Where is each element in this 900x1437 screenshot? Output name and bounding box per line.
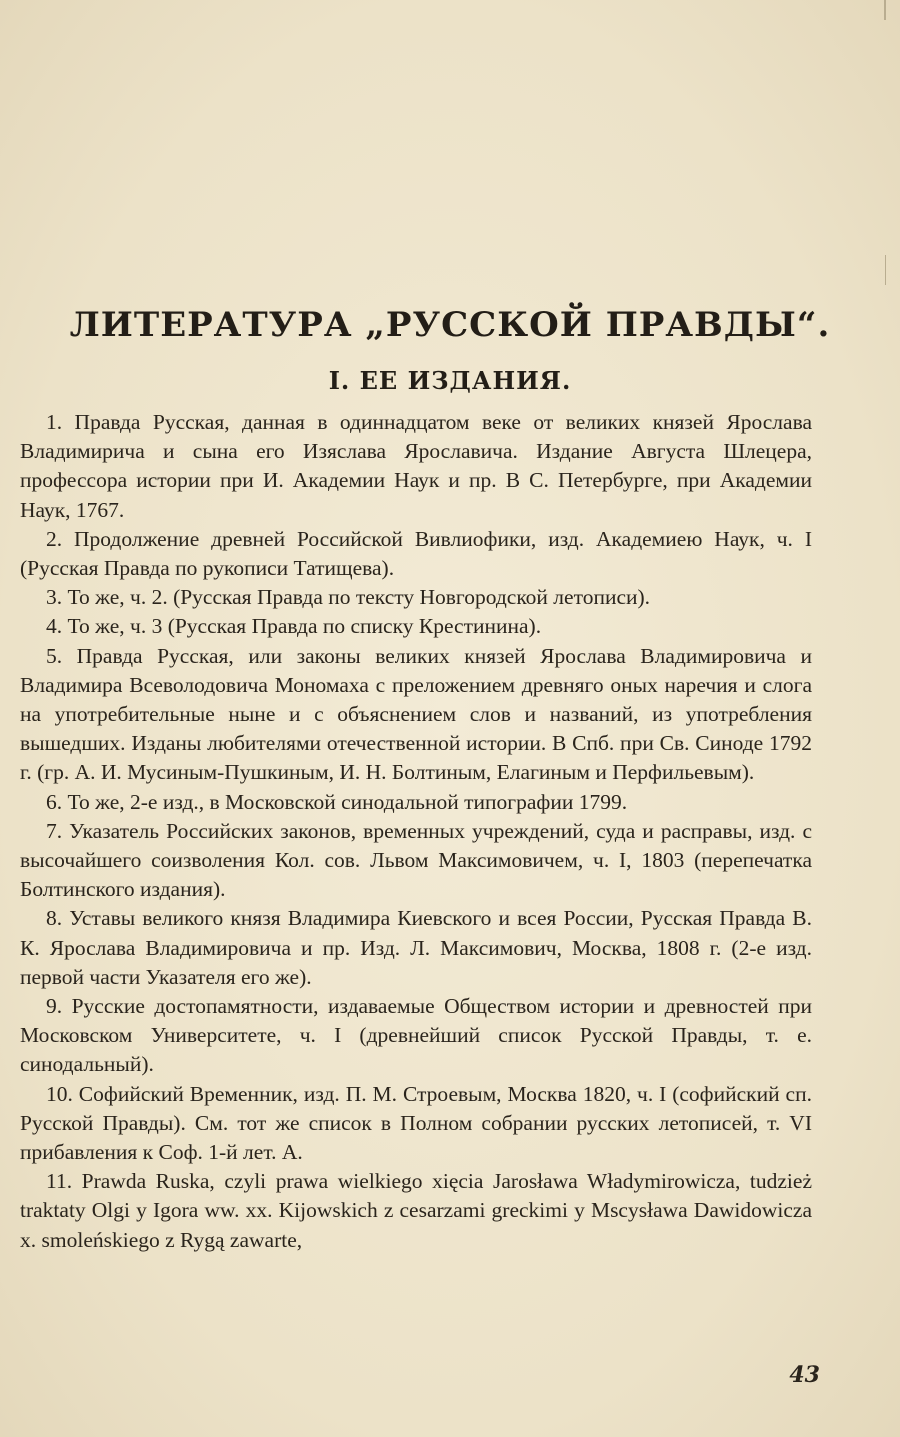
section-heading: I. ЕЕ ИЗДАНИЯ. (328, 366, 572, 395)
bibliography-entry-8: 8. Уставы великого князя Владимира Киевского и всея России, Русская Правда В. К. Ярослава Владимировича и пр. Изд. Л. Максимович, Москва, 1808 г. (2-е изд. первой части Указателя его же). (20, 906, 812, 989)
page-edge-mark (885, 255, 886, 285)
bibliography-entry-3: 3. То же, ч. 2. (Русская Правда по тексту Новгородской летописи). (46, 585, 651, 610)
bibliography-entry-7: 7. Указатель Российских законов, временных учреждений, суда и расправы, изд. с высочайшего соизволения Кол. сов. Львом Максимовичем, ч. I, 1803 (перепечатка Болтинского издания). (20, 818, 812, 902)
bibliography-entry-9: 9. Русские достопамятности, издаваемые Обществом истории и древностей при Московском Университете, ч. I (древнейший список Русской Правды, т. е. синодальный). (20, 994, 812, 1077)
bibliography-entry-2: 2. Продолжение древней Российской Вивлиофики, изд. Академиею Наук, ч. I (Русская Правда по рукописи Татищева). (20, 526, 812, 581)
bibliography-entry-4: 4. То же, ч. 3 (Русская Правда по списку Крестинина). (46, 614, 542, 639)
page-edge-mark (884, 0, 886, 20)
page-title: ЛИТЕРАТУРА „РУССКОЙ ПРАВДЫ“. (69, 305, 831, 345)
bibliography-entry-10: 10. Софийский Временник, изд. П. М. Строевым, Москва 1820, ч. I (софийский сп. Русской Правды). См. тот же список в Полном собрании русских летописей, т. VI прибавления к Соф. 1-й лет. А. (20, 1081, 812, 1165)
page-number: 43 (789, 1362, 820, 1388)
bibliography-entry-11: 11. Prawda Ruska, czyli prawa wielkiego xięcia Jarosława Władymirowicza, tudzież traktaty Olgi y Igora ww. xx. Kijowskich z cesarzami greckimi y Mscysława Dawidowicza x. smoleńskiego z Rygą zawarte, (20, 1169, 812, 1252)
bibliography-entry-6: 6. То же, 2-е изд., в Московской синодальной типографии 1799. (46, 789, 628, 814)
bibliography-entry-1: 1. Правда Русская, данная в одиннадцатом веке от великих князей Ярослава Владимирича и сына его Изяслава Ярославича. Издание Августа Шлецера, профессора истории при И. Академии Наук и пр. В С. Петербурге, при Академии Наук, 1767. (20, 410, 812, 522)
bibliography-entry-5: 5. Правда Русская, или законы великих князей Ярослава Владимировича и Владимира Всеволодовича Мономаха с преложением древняго оных наречия и слога на употребительные ныне и с объяснением слов и названий, из употребления вышедших. Изданы любителями отечественной истории. В Спб. при Св. Синоде 1792 г. (гр. А. И. Мусиным-Пушкиным, И. Н. Болтиным, Елагиным и Перфильевым). (20, 643, 812, 785)
bibliography-list (20, 408, 812, 1255)
